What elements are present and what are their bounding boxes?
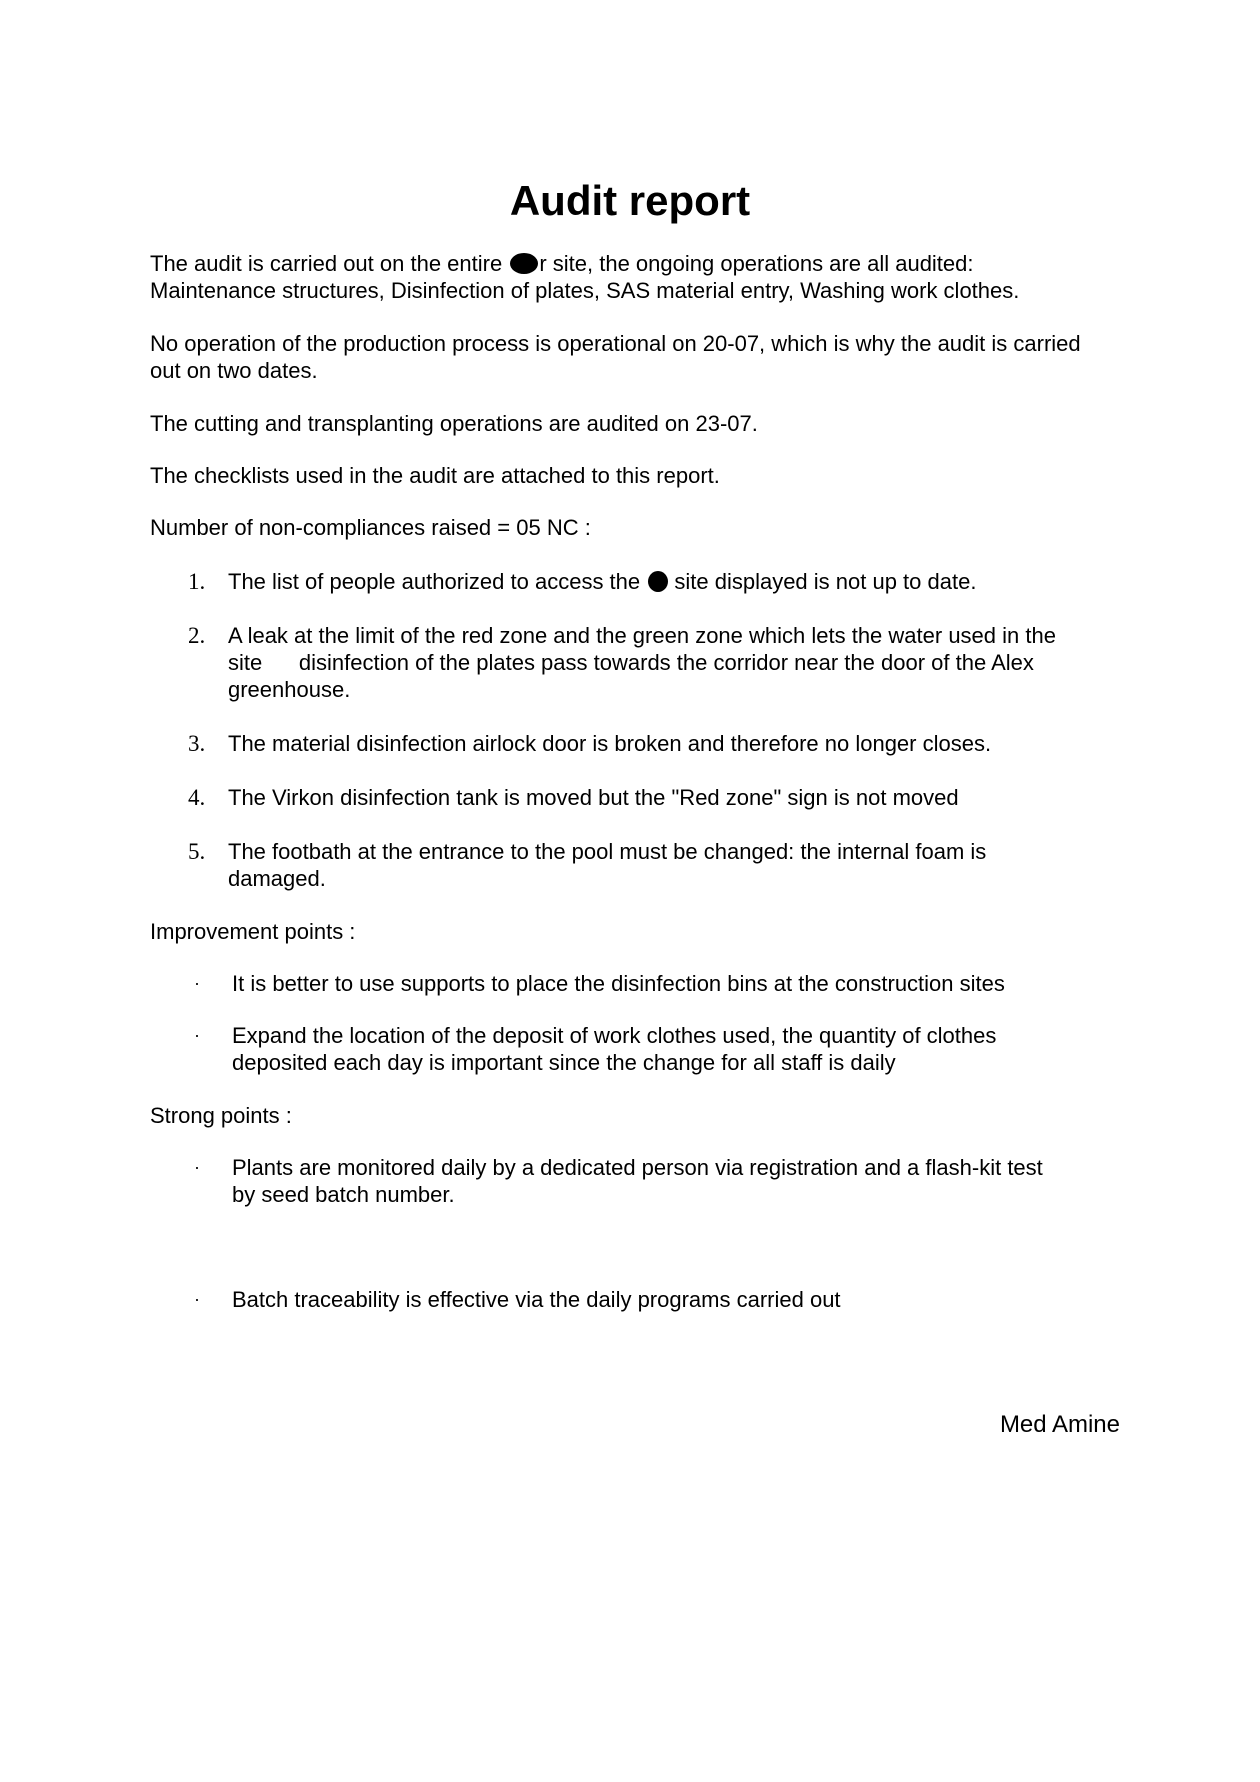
- bullet-text-line2: deposited each day is important since the change for all staff is daily: [232, 1050, 896, 1075]
- strong-item-1: [194, 1154, 1128, 1210]
- redaction-mark: [648, 571, 668, 592]
- cutting-paragraph: The cutting and transplanting operations are audited on 23-07.: [150, 411, 758, 436]
- improvement-item-2: [194, 1022, 1128, 1078]
- nc-item-5: [188, 838, 1128, 894]
- checklists-paragraph: The checklists used in the audit are attached to this report.: [150, 463, 720, 488]
- nc-text: The Virkon disinfection tank is moved but the "Red zone" sign is not moved: [228, 785, 959, 810]
- nc-number: 3.: [188, 731, 206, 756]
- intro-text-part1: The audit is carried out on the entire: [150, 251, 509, 276]
- bullet-text-line1: Expand the location of the deposit of work clothes used, the quantity of clothes: [232, 1023, 997, 1048]
- improvement-heading: Improvement points :: [150, 919, 356, 944]
- bullet-icon: ·: [194, 1289, 200, 1309]
- intro-text-part2: r site, the ongoing operations are all audited:: [539, 251, 974, 276]
- nc-text: [228, 568, 1128, 595]
- redaction-mark: [510, 253, 538, 274]
- signature: Med Amine: [999, 1411, 1120, 1438]
- bullet-text-line2: by seed batch number.: [232, 1182, 455, 1207]
- nc-item-2: [188, 622, 1128, 706]
- nc-number: 1.: [188, 569, 206, 594]
- nc-heading: Number of non-compliances raised = 05 NC :: [150, 515, 591, 540]
- nc-text-line2: site disinfection of the plates pass towards the corridor near the door of the Alex: [228, 650, 1034, 675]
- bullet-text: [232, 1154, 1128, 1208]
- bullet-icon: ·: [194, 1157, 200, 1177]
- bullet-text: [232, 1022, 1128, 1076]
- bullet-text: Batch traceability is effective via the daily programs carried out: [232, 1287, 841, 1312]
- bullet-text-line1: Plants are monitored daily by a dedicated person via registration and a flash-kit test: [232, 1155, 1043, 1180]
- intro-paragraph: [150, 250, 1130, 304]
- nc-number: 4.: [188, 785, 206, 810]
- strong-heading: Strong points :: [150, 1103, 292, 1128]
- intro-text-line2: Maintenance structures, Disinfection of plates, SAS material entry, Washing work clothes.: [150, 278, 1020, 303]
- nc-number: 2.: [188, 623, 206, 648]
- nc-text: [228, 622, 1128, 703]
- nc-number: 5.: [188, 839, 206, 864]
- nc-text: The material disinfection airlock door is broken and therefore no longer closes.: [228, 731, 992, 756]
- nc-text-line2: damaged.: [228, 866, 326, 891]
- document-title: Audit report: [509, 177, 751, 224]
- nc-text-line3: greenhouse.: [228, 677, 351, 702]
- dates-paragraph: No operation of the production process is operational on 20-07, which is why the audit is carried out on two dates.: [150, 331, 1081, 383]
- nc-text-line1: The footbath at the entrance to the pool must be changed: the internal foam is: [228, 839, 987, 864]
- bullet-icon: ·: [194, 973, 200, 993]
- bullet-text: It is better to use supports to place the disinfection bins at the construction sites: [232, 971, 1005, 996]
- nc-text-after: site displayed is not up to date.: [668, 569, 977, 594]
- nc-text: [228, 838, 1128, 892]
- nc-text-line1: A leak at the limit of the red zone and the green zone which lets the water used in the: [228, 623, 1056, 648]
- bullet-icon: ·: [194, 1025, 200, 1045]
- nc-text-before: The list of people authorized to access the: [228, 569, 647, 594]
